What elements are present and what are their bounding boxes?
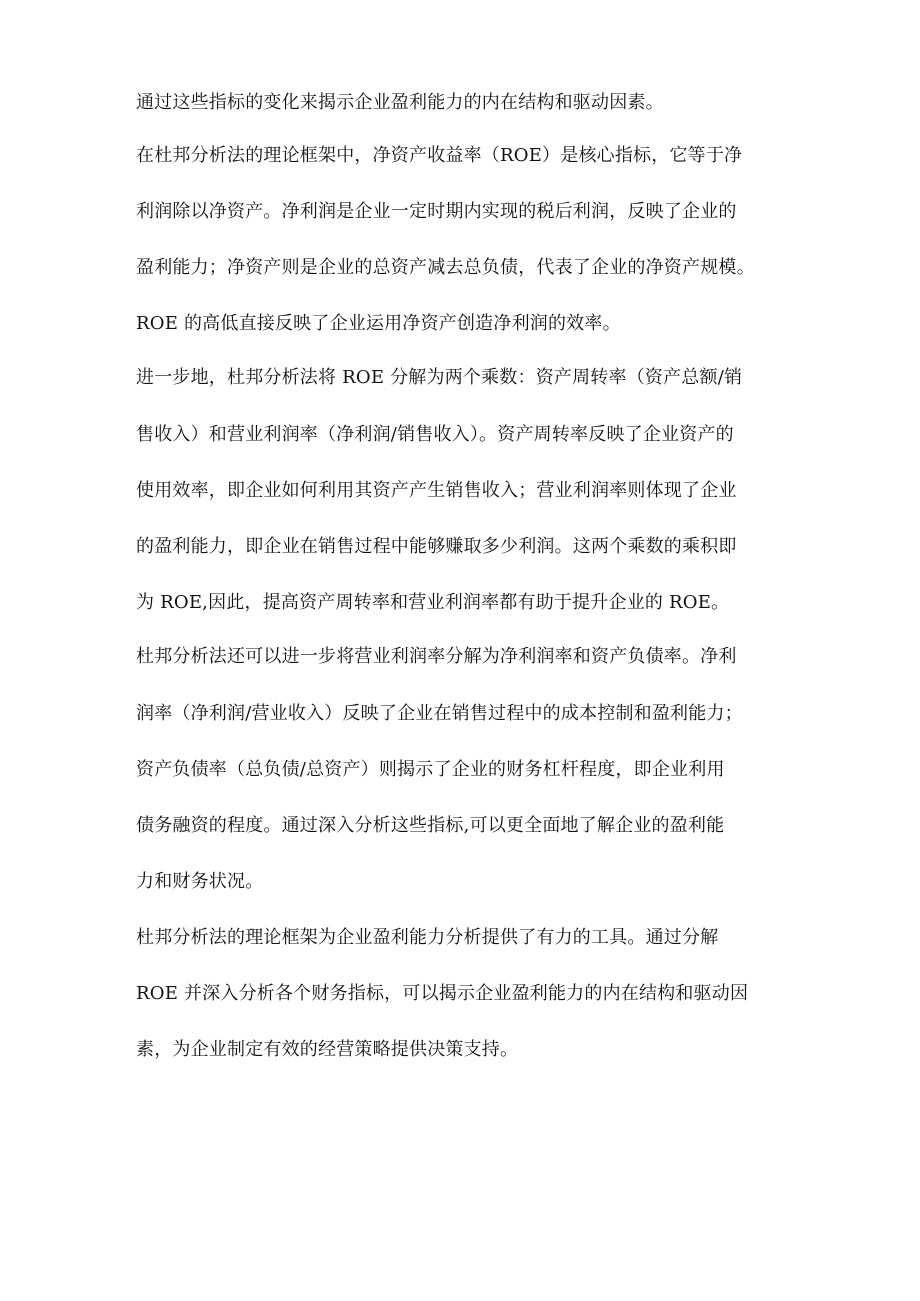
- text-line: 素，为企业制定有效的经营策略提供决策支持。: [136, 1039, 519, 1060]
- text-line: 杜邦分析法还可以进一步将营业利润率分解为净利润率和资产负债率。净利: [136, 646, 737, 667]
- text-line: 力和财务状况。: [136, 871, 264, 892]
- text-line: 盈利能力；净资产则是企业的总资产减去总负债，代表了企业的净资产规模。: [136, 257, 755, 278]
- text-line: 进一步地，杜邦分析法将 ROE 分解为两个乘数：资产周转率（资产总额/销: [136, 367, 743, 388]
- text-line: 在杜邦分析法的理论框架中，净资产收益率（ROE）是核心指标，它等于净: [136, 145, 743, 166]
- text-line: 的盈利能力，即企业在销售过程中能够赚取多少利润。这两个乘数的乘积即: [136, 536, 737, 557]
- text-line: 通过这些指标的变化来揭示企业盈利能力的内在结构和驱动因素。: [136, 92, 664, 113]
- text-line: 为 ROE,因此，提高资产周转率和营业利润率都有助于提升企业的 ROE。: [136, 592, 730, 613]
- text-line: ROE 并深入分析各个财务指标，可以揭示企业盈利能力的内在结构和驱动因: [136, 983, 749, 1004]
- text-line: 润率（净利润/营业收入）反映了企业在销售过程中的成本控制和盈利能力；: [136, 703, 743, 724]
- text-line: 债务融资的程度。通过深入分析这些指标,可以更全面地了解企业的盈利能: [136, 815, 725, 836]
- text-line: 使用效率，即企业如何利用其资产产生销售收入；营业利润率则体现了企业: [136, 480, 737, 501]
- text-line: 利润除以净资产。净利润是企业一定时期内实现的税后利润，反映了企业的: [136, 201, 737, 222]
- text-line: 售收入）和营业利润率（净利润/销售收入）。资产周转率反映了企业资产的: [136, 424, 734, 445]
- text-line: 资产负债率（总负债/总资产）则揭示了企业的财务杠杆程度，即企业利用: [136, 759, 725, 780]
- text-line: ROE 的高低直接反映了企业运用净资产创造净利润的效率。: [136, 313, 621, 334]
- text-line: 杜邦分析法的理论框架为企业盈利能力分析提供了有力的工具。通过分解: [136, 927, 719, 948]
